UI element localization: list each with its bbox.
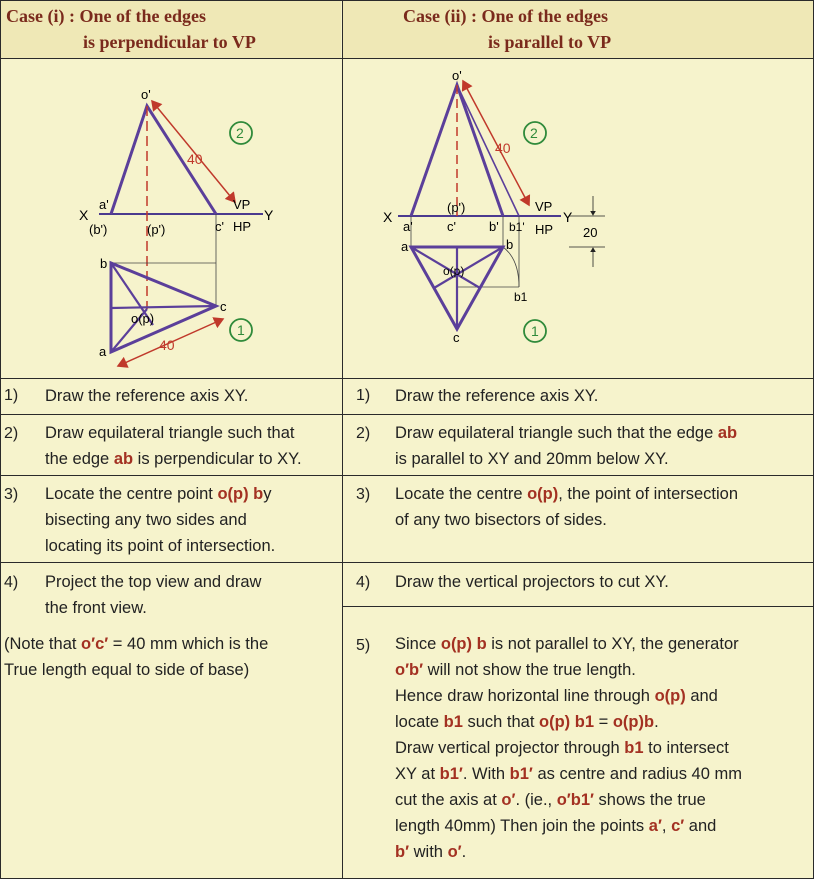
label-op: o(p) <box>443 264 465 278</box>
left-step-2-line-1: Draw equilateral triangle such that <box>45 424 295 442</box>
label-40: 40 <box>495 140 511 156</box>
left-step-3-line-3: locating its point of intersection. <box>45 537 276 555</box>
right-step-4-num: 4) <box>356 574 371 591</box>
right-step-2-line-2: is parallel to XY and 20mm below XY. <box>395 450 669 468</box>
label-c: c <box>220 299 227 314</box>
label-20: 20 <box>583 225 598 240</box>
right-step-4-text <box>395 569 669 595</box>
arc-b-b1 <box>503 247 519 287</box>
label-o-prime: o' <box>452 68 462 83</box>
right-step-2-text <box>395 420 737 472</box>
right-step-3-num: 3) <box>356 486 371 503</box>
label-a-prime: a' <box>99 197 109 212</box>
right-step-3-text <box>395 481 738 533</box>
label-circle-1: 1 <box>531 323 539 339</box>
label-c-prime: c' <box>447 219 456 234</box>
right-step-5-text <box>395 631 742 865</box>
label-Y: Y <box>264 207 274 223</box>
label-HP: HP <box>535 222 554 237</box>
label-a-prime: a' <box>403 219 413 234</box>
diagram-case2 <box>343 59 813 377</box>
right-step-2-num: 2) <box>356 425 371 442</box>
diagram-divider <box>0 378 814 379</box>
case2-title-line1: Case (ii) : One of the edges <box>403 6 608 26</box>
label-o-prime: o' <box>141 87 151 102</box>
label-40-bottom: 40 <box>159 337 175 353</box>
right-step-1-num: 1) <box>356 387 371 404</box>
label-HP: HP <box>233 219 252 234</box>
right-step-5-line-6: XY at b1′. With b1′ as centre and radius 40 mm <box>395 765 742 783</box>
left-step-1-num: 1) <box>4 387 19 404</box>
right-step-1-line-1: Draw the reference axis XY. <box>395 387 599 405</box>
case1-title-line2: is perpendicular to VP <box>83 32 256 52</box>
left-step-3-num: 3) <box>4 486 19 503</box>
label-b1-prime: b1' <box>509 220 525 234</box>
right-step-5-line-7: cut the axis at o′. (ie., o′b1′ shows the true <box>395 791 706 809</box>
case1-header <box>1 0 341 58</box>
right-step-5-line-5: Draw vertical projector through b1 to intersect <box>395 739 729 757</box>
case2-title-line2: is parallel to VP <box>488 32 612 52</box>
left-step-2-num: 2) <box>4 425 19 442</box>
case1-title-line1: Case (i) : One of the edges <box>6 6 206 26</box>
label-c: c <box>453 330 460 345</box>
row-divider-2 <box>0 475 814 476</box>
left-step-3-text <box>45 481 275 559</box>
label-b: b <box>100 256 108 271</box>
diagram-case1 <box>1 59 341 377</box>
label-b1: b1 <box>514 290 528 304</box>
left-note <box>4 631 268 683</box>
left-step-4-line-1: Project the top view and draw <box>45 573 262 591</box>
right-step-5-line-3: Hence draw horizontal line through o(p) and <box>395 687 718 705</box>
label-b-prime: b' <box>489 219 499 234</box>
right-step-5-line-9: b′ with o′. <box>395 843 467 861</box>
left-step-2-line-2: the edge ab is perpendicular to XY. <box>45 450 302 468</box>
left-step-2-text <box>45 420 302 472</box>
label-Y: Y <box>563 209 573 225</box>
label-circle-2: 2 <box>530 125 538 141</box>
right-step-1-text <box>395 383 598 409</box>
left-step-4-line-2: the front view. <box>45 599 147 617</box>
label-X: X <box>383 209 393 225</box>
right-step-5-line-4: locate b1 such that o(p) b1 = o(p)b. <box>395 713 659 731</box>
row-divider-1 <box>0 414 814 415</box>
label-VP: VP <box>535 199 553 214</box>
label-c-prime: c' <box>215 219 224 234</box>
bisector-c <box>111 306 216 308</box>
label-p-prime: (p') <box>147 222 166 237</box>
label-X: X <box>79 207 89 223</box>
label-a: a <box>401 239 409 254</box>
left-step-1-line-1: Draw the reference axis XY. <box>45 387 249 405</box>
right-step-5-line-2: o′b′ will not show the true length. <box>395 661 636 679</box>
right-step-5-num: 5) <box>356 637 371 654</box>
left-note-line-2: True length equal to side of base) <box>4 661 250 679</box>
label-circle-1: 1 <box>237 322 245 338</box>
right-step-5-line-1: Since o(p) b is not parallel to XY, the generator <box>395 635 739 653</box>
row-divider-4-right <box>342 606 814 607</box>
row-divider-3 <box>0 562 814 563</box>
left-step-4-num: 4) <box>4 574 19 591</box>
label-b: b <box>506 237 514 252</box>
right-step-5-line-8: length 40mm) Then join the points a′, c′ and <box>395 817 717 835</box>
right-step-4-line-1: Draw the vertical projectors to cut XY. <box>395 573 669 591</box>
label-op: o(p) <box>131 311 155 326</box>
right-step-3-line-2: of any two bisectors of sides. <box>395 511 607 529</box>
case2-header <box>343 0 813 58</box>
label-p-prime: (p') <box>447 200 466 215</box>
right-step-3-line-1: Locate the centre o(p), the point of intersection <box>395 485 739 503</box>
label-VP: VP <box>233 197 251 212</box>
left-step-3-line-2: bisecting any two sides and <box>45 511 247 529</box>
label-a: a <box>99 344 107 359</box>
left-step-1-text <box>45 383 248 409</box>
label-b-prime: (b') <box>89 222 108 237</box>
left-step-3-line-1: Locate the centre point o(p) by <box>45 485 272 503</box>
left-note-line-1: (Note that o′c′ = 40 mm which is the <box>4 635 269 653</box>
label-40-top: 40 <box>187 151 203 167</box>
right-step-2-line-1: Draw equilateral triangle such that the edge ab <box>395 424 738 442</box>
label-circle-2: 2 <box>236 125 244 141</box>
table-border-top <box>0 0 814 1</box>
left-step-4-text <box>45 569 261 621</box>
